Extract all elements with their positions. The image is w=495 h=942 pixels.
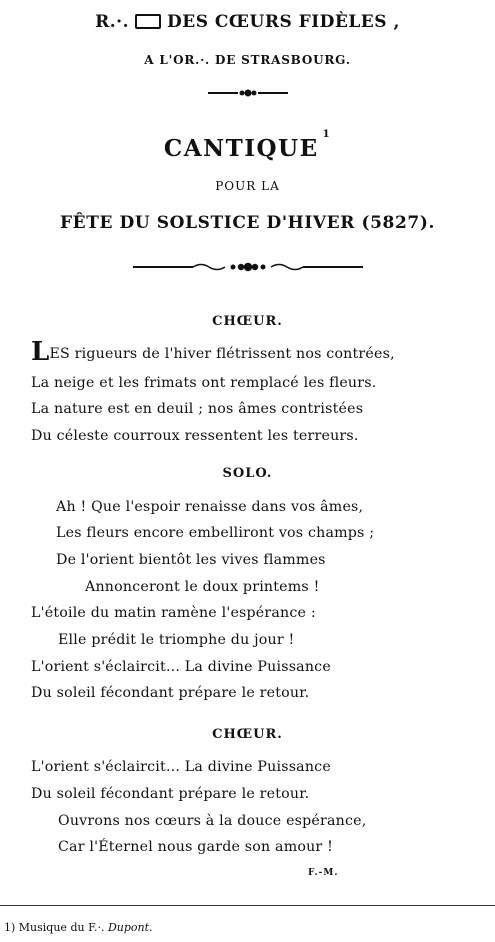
lodge-heading — [0, 12, 495, 32]
page-title — [0, 129, 495, 162]
footnote — [4, 921, 153, 934]
stanza-3-heading: CHŒUR. — [212, 727, 283, 742]
verse-line: Ah ! Que l'espoir renaisse dans vos âmes, — [56, 499, 364, 515]
footnote-text: Musique du F.·. — [18, 921, 105, 934]
small-ornament-icon — [0, 88, 495, 98]
author-signature: F.-M. — [308, 868, 339, 878]
verse-line: Du céleste courroux ressentent les terreurs. — [31, 428, 359, 444]
verse-line: Du soleil fécondant prépare le retour. — [31, 685, 310, 701]
verse-line: La nature est en deuil ; nos âmes contristées — [31, 401, 364, 417]
stanza-2-heading: SOLO. — [222, 466, 273, 481]
verse-line: L'orient s'éclaircit... La divine Puissance — [31, 659, 331, 675]
lodge-box-icon — [135, 14, 161, 29]
lodge-orient: A L'OR.·. DE STRASBOURG. — [144, 53, 351, 67]
verse-line: Elle prédit le triomphe du jour ! — [58, 632, 295, 648]
verse-line: Car l'Éternel nous garde son amour ! — [58, 839, 334, 855]
footnote-composer: Dupont. — [107, 921, 153, 934]
verse-line: Du soleil fécondant prépare le retour. — [31, 786, 310, 802]
title-text: CANTIQUE — [163, 135, 319, 162]
drop-cap: L — [31, 337, 50, 367]
lodge-prefix: R.·. — [95, 12, 129, 32]
verse-line: Les fleurs encore embelliront vos champs ; — [56, 525, 375, 541]
footnote-divider — [0, 905, 495, 906]
verse-line: Annonceront le doux printems ! — [85, 579, 320, 595]
subtitle-occasion: FÊTE DU SOLSTICE D'HIVER (5827). — [59, 213, 436, 233]
verse-line: La neige et les frimats ont remplacé les fleurs. — [31, 375, 377, 391]
footnote-reference: 1 — [322, 129, 332, 140]
footnote-marker: 1) — [4, 921, 16, 934]
verse-line: L'orient s'éclaircit... La divine Puissance — [31, 759, 331, 775]
verse-line-rest: ES rigueurs de l'hiver flétrissent nos contrées, — [49, 346, 395, 362]
verse-line: L'étoile du matin ramène l'espérance : — [31, 605, 316, 621]
stanza-1-heading: CHŒUR. — [212, 314, 283, 329]
subtitle-pour-la: POUR LA — [215, 179, 280, 193]
verse-line — [31, 339, 395, 365]
verse-line: De l'orient bientôt les vives flammes — [56, 552, 326, 568]
large-ornament-icon — [0, 261, 495, 273]
lodge-name: DES CŒURS FIDÈLES , — [167, 12, 400, 32]
verse-line: Ouvrons nos cœurs à la douce espérance, — [58, 813, 367, 829]
